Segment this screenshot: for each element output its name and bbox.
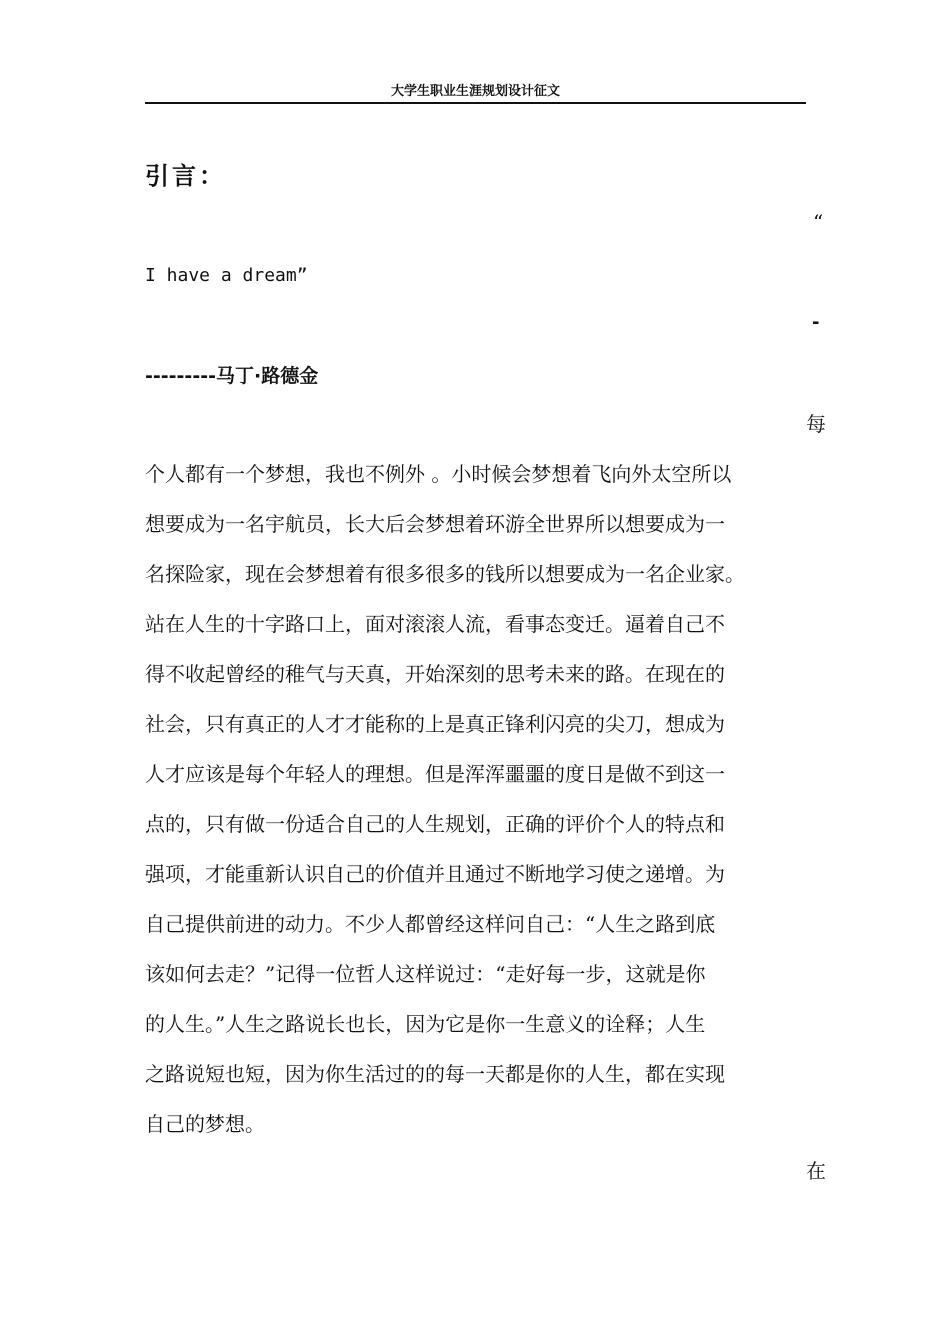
page-header-title: 大学生职业生涯规划设计征文 [390, 84, 560, 99]
quote-open-mark: “ [813, 210, 824, 234]
paragraph-line: 该如何去走？”记得一位哲人这样说过：“走好每一步，这就是你 [145, 962, 706, 986]
paragraph-line: 社会，只有真正的人才才能称的上是真正锋利闪亮的尖刀，想成为 [145, 712, 725, 736]
paragraph2-lead-char: 在 [806, 1159, 826, 1183]
paragraph-line: 个人都有一个梦想，我也不例外 。小时候会梦想着飞向外太空所以 [145, 462, 732, 486]
header-divider [145, 102, 806, 104]
paragraph-line: 名探险家，现在会梦想着有很多很多的钱所以想要成为一名企业家。 [145, 562, 745, 586]
paragraph-line: 站在人生的十字路口上，面对滚滚人流，看事态变迁。逼着自己不 [145, 612, 725, 636]
section-heading-intro: 引言： [145, 162, 226, 190]
paragraph-line: 得不收起曾经的稚气与天真，开始深刻的思考未来的路。在现在的 [145, 662, 725, 686]
quote-text: I have a dream” [145, 265, 308, 286]
paragraph-line: 点的，只有做一份适合自己的人生规划，正确的评价个人的特点和 [145, 812, 725, 836]
paragraph-line: 的人生。”人生之路说长也长，因为它是你一生意义的诠释；人生 [145, 1012, 706, 1036]
paragraph1-lead-char: 每 [806, 412, 826, 436]
paragraph-line: 人才应该是每个年轻人的理想。但是浑浑噩噩的度日是做不到这一 [145, 762, 725, 786]
quote-attribution: ---------马丁·路德金 [145, 365, 319, 387]
paragraph-line: 强项，才能重新认识自己的价值并且通过不断地学习使之递增。为 [145, 862, 725, 886]
paragraph-line: 自己的梦想。 [145, 1112, 265, 1136]
paragraph-body [145, 460, 813, 1160]
paragraph-line: 想要成为一名宇航员，长大后会梦想着环游全世界所以想要成为一 [145, 512, 725, 536]
paragraph-line: 之路说短也短，因为你生活过的的每一天都是你的人生，都在实现 [145, 1062, 725, 1086]
paragraph-line: 自己提供前进的动力。不少人都曾经这样问自己：“人生之路到底 [145, 912, 716, 936]
attribution-dash: - [812, 312, 820, 333]
